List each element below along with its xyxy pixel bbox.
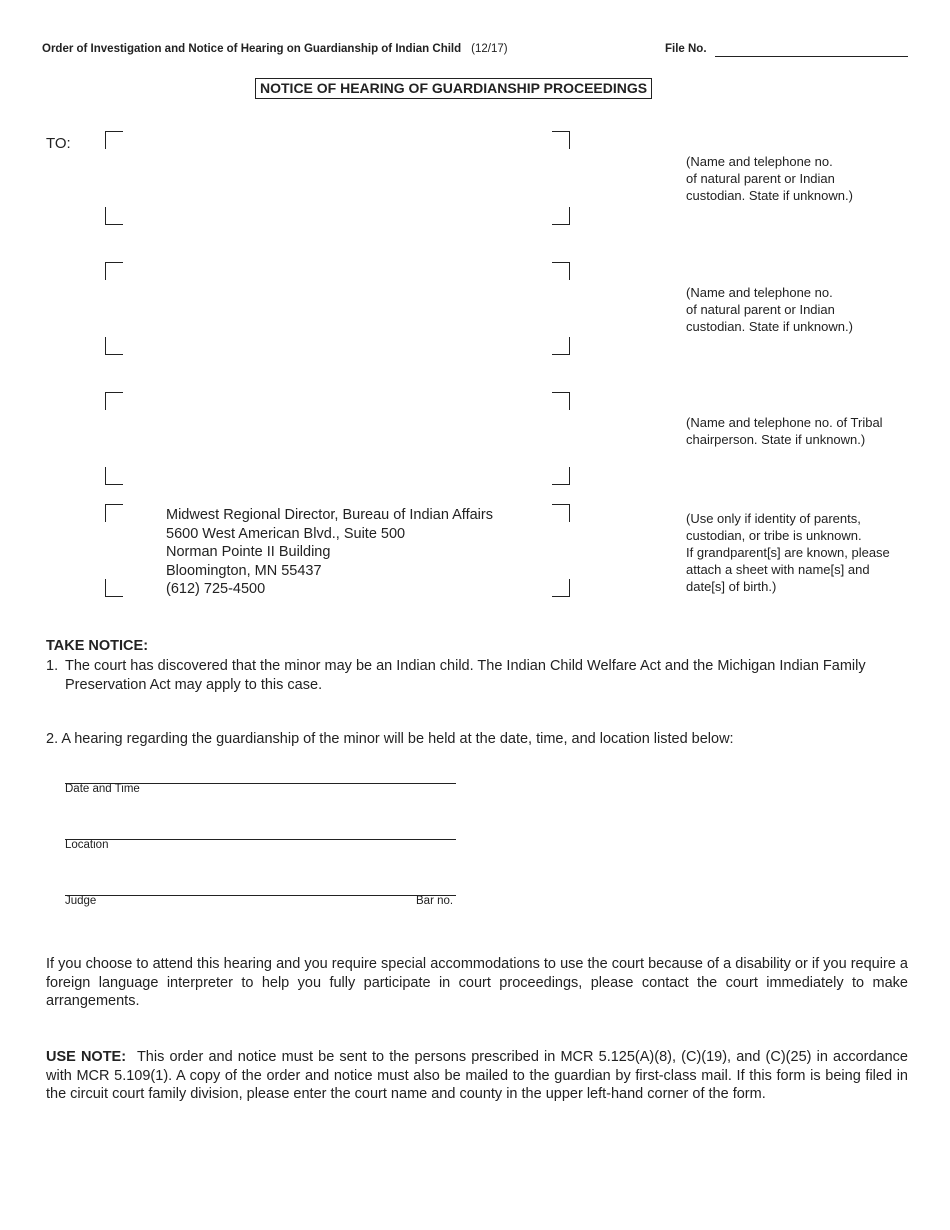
bracket-corner: [105, 131, 123, 149]
bracket-corner: [552, 467, 570, 485]
bracket-corner: [105, 392, 123, 410]
file-no-label: File No.: [665, 43, 707, 55]
location-label: Location: [65, 839, 109, 851]
bar-no-label: Bar no.: [416, 895, 454, 907]
bia-address: Midwest Regional Director, Bureau of Indian Affairs 5600 West American Blvd., Suite 500 Norman Pointe II Building Bloomington, MN 55437 (612) 725-4500: [166, 507, 493, 598]
bracket-corner: [105, 579, 123, 597]
use-note-paragraph: [46, 1048, 908, 1104]
use-note-label: USE NOTE:: [46, 1049, 127, 1065]
bracket-corner: [552, 392, 570, 410]
recipient-hint-3: (Name and telephone no. of Tribal chairperson. State if unknown.): [686, 415, 883, 447]
item-number: 1.: [46, 658, 59, 674]
judge-label: Judge: [65, 895, 97, 907]
bracket-corner: [552, 337, 570, 355]
date-time-label: Date and Time: [65, 783, 140, 795]
bracket-corner: [552, 504, 570, 522]
bracket-corner: [552, 262, 570, 280]
bracket-corner: [105, 262, 123, 280]
form-title: [42, 43, 508, 55]
judge-field[interactable]: [65, 894, 456, 896]
use-note-text: This order and notice must be sent to the persons prescribed in MCR 5.125(A)(8), (C)(19), and (C)(25) in accordance with MCR 5.109(1). A copy of the order and notice must also be mailed to the guardian by first-class mail. If this form is being filed in the circuit court family division, please enter the court name and county in the upper left-hand corner of the form.: [46, 1049, 908, 1103]
recipient-hint-4: (Use only if identity of parents, custodian, or tribe is unknown. If grandparent[s] are known, please attach a sheet with name[s] and date[s] of birth.): [686, 511, 890, 594]
accommodations-paragraph: If you choose to attend this hearing and you require special accommodations to use the court because of a disability or if you require a foreign language interpreter to help you fully participate in court proceedings, please contact the court immediately to make arrangements.: [46, 956, 908, 1010]
page-title: NOTICE OF HEARING OF GUARDIANSHIP PROCEEDINGS: [255, 78, 652, 99]
notice-item-1: [46, 657, 908, 694]
bracket-corner: [105, 504, 123, 522]
recipient-hint-1: (Name and telephone no. of natural parent or Indian custodian. State if unknown.): [686, 154, 853, 203]
item-text: The court has discovered that the minor may be an Indian child. The Indian Child Welfare Act and the Michigan Indian Family Preservation Act may apply to this case.: [65, 658, 866, 693]
bracket-corner: [105, 337, 123, 355]
bracket-corner: [105, 207, 123, 225]
bracket-corner: [552, 131, 570, 149]
take-notice-heading: TAKE NOTICE:: [46, 638, 149, 654]
recipient-hint-2: (Name and telephone no. of natural parent or Indian custodian. State if unknown.): [686, 285, 853, 334]
notice-item-2: 2. A hearing regarding the guardianship of the minor will be held at the date, time, and location listed below:: [46, 731, 734, 747]
form-version: (12/17): [471, 43, 508, 55]
file-no-field[interactable]: [715, 55, 908, 57]
bracket-corner: [105, 467, 123, 485]
form-name: Order of Investigation and Notice of Hearing on Guardianship of Indian Child: [42, 43, 462, 55]
bracket-corner: [552, 579, 570, 597]
location-field[interactable]: [65, 838, 456, 840]
bracket-corner: [552, 207, 570, 225]
to-label: TO:: [46, 135, 71, 152]
